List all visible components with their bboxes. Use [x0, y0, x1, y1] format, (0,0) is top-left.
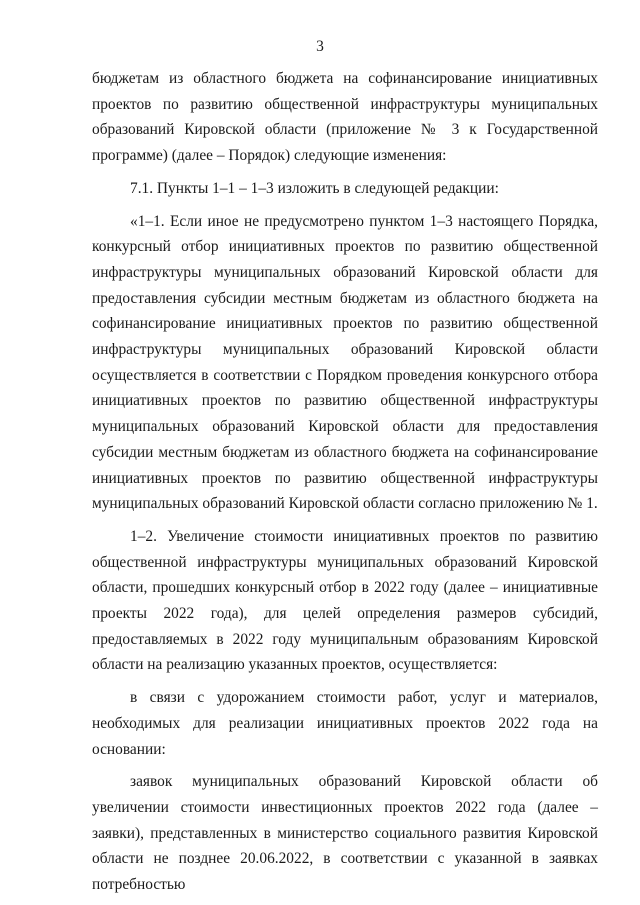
- paragraph-clause-1-2: 1–2. Увеличение стоимости инициативных проектов по развитию общественной инфраструктуры муниципальных образований Кировской области, прошедших конкурсный отбор в 2022 году (далее – инициативные проекты 2022 года), для целей определения размеров субсидий, предоставляемых в 2022 году муниципальным образованиям Кировской области на реализацию указанных проектов, осуществляется:: [92, 527, 598, 674]
- paragraph-clause-1-1: «1–1. Если иное не предусмотрено пунктом 1–3 настоящего Порядка, конкурсный отбор инициативных проектов по развитию общественной инфраструктуры муниципальных образований Кировской области для предоставления субсидии местным бюджетам из областного бюджета на софинансирование инициативных проектов по развитию общественной инфраструктуры муниципальных образований Кировской области осуществляется в соответствии с Порядком проведения конкурсного отбора инициативных проектов по развитию общественной инфраструктуры муниципальных образований Кировской области для предоставления субсидии местным бюджетам из областного бюджета на софинансирование инициативных проектов по развитию общественной инфраструктуры муниципальных образований Кировской области согласно приложению № 1.: [92, 212, 598, 513]
- paragraph-applications: заявок муниципальных образований Кировской области об увеличении стоимости инвестиционных проектов 2022 года (далее – заявки), представленных в министерство социального развития Кировской области не позднее 20.06.2022, в соответствии с указанной в заявках потребностью: [92, 773, 598, 894]
- paragraph-continuation: бюджетам из областного бюджета на софинансирование инициативных проектов по развитию общественной инфраструктуры муниципальных образований Кировской области (приложение № 3 к Государственной программе) (далее – Порядок) следующие изменения:: [92, 70, 598, 165]
- page-number: 3: [316, 38, 324, 55]
- document-body: [92, 66, 598, 898]
- paragraph-cost-increase: в связи с удорожанием стоимости работ, услуг и материалов, необходимых для реализации инициативных проектов 2022 года на основании:: [92, 689, 598, 758]
- paragraph-item-7-1: 7.1. Пункты 1–1 – 1–3 изложить в следующей редакции:: [130, 179, 499, 197]
